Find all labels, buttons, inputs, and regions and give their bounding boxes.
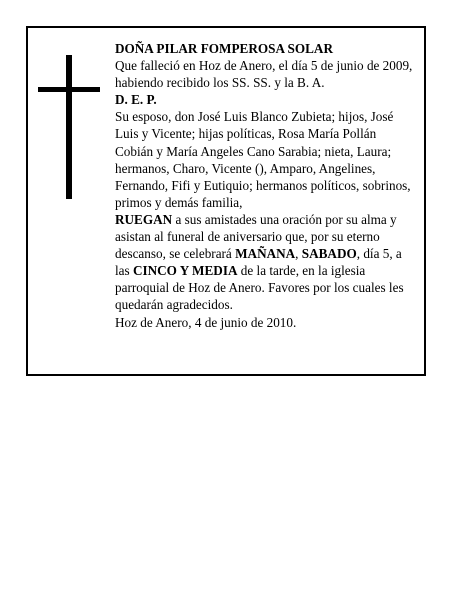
- cinco-y-media-words: CINCO Y MEDIA: [132, 263, 238, 279]
- request-text-2: , día 5, a las: [115, 246, 402, 279]
- request-text-1: a sus amistades una oración por su alma y asistan al funeral de aniversario que, por su eterno descanso, se celebrará: [115, 211, 397, 262]
- obituary-notice: [26, 26, 426, 376]
- request-comma: ,: [295, 246, 302, 262]
- death-line: Que falleció en Hoz de Anero, el día 5 de junio de 2009, habiendo recibido los SS. SS. y la B. A.: [115, 58, 413, 91]
- notice-text: [115, 40, 415, 331]
- sabado-word: SABADO: [301, 246, 357, 262]
- cross-vertical-bar: [66, 55, 72, 199]
- request-text-3: de la tarde, en la iglesia parroquial de Hoz de Anero. Favores por los cuales les quedarán agradecidos.: [115, 263, 404, 313]
- place-date: Hoz de Anero, 4 de junio de 2010.: [115, 314, 297, 330]
- cross-horizontal-bar: [38, 87, 100, 92]
- cross-icon: [38, 55, 100, 199]
- ruegan-word: RUEGAN: [115, 211, 173, 227]
- deceased-name: DOÑA PILAR FOMPEROSA SOLAR: [115, 41, 333, 56]
- dep-line: D. E. P.: [115, 92, 157, 108]
- manana-word: MAÑANA: [235, 246, 296, 262]
- family-list: Su esposo, don José Luis Blanco Zubieta; hijos, José Luis y Vicente; hijas políticas, Rosa María Pollán Cobián y María Angeles Cano Sarabia; nieta, Laura; hermanos, Charo, Vicente (), Amparo, Angelines, Fernando, Fifi y Eutiquio; hermanos políticos, sobrinos, primos y demás familia,: [115, 109, 411, 210]
- request-paragraph: [115, 211, 415, 314]
